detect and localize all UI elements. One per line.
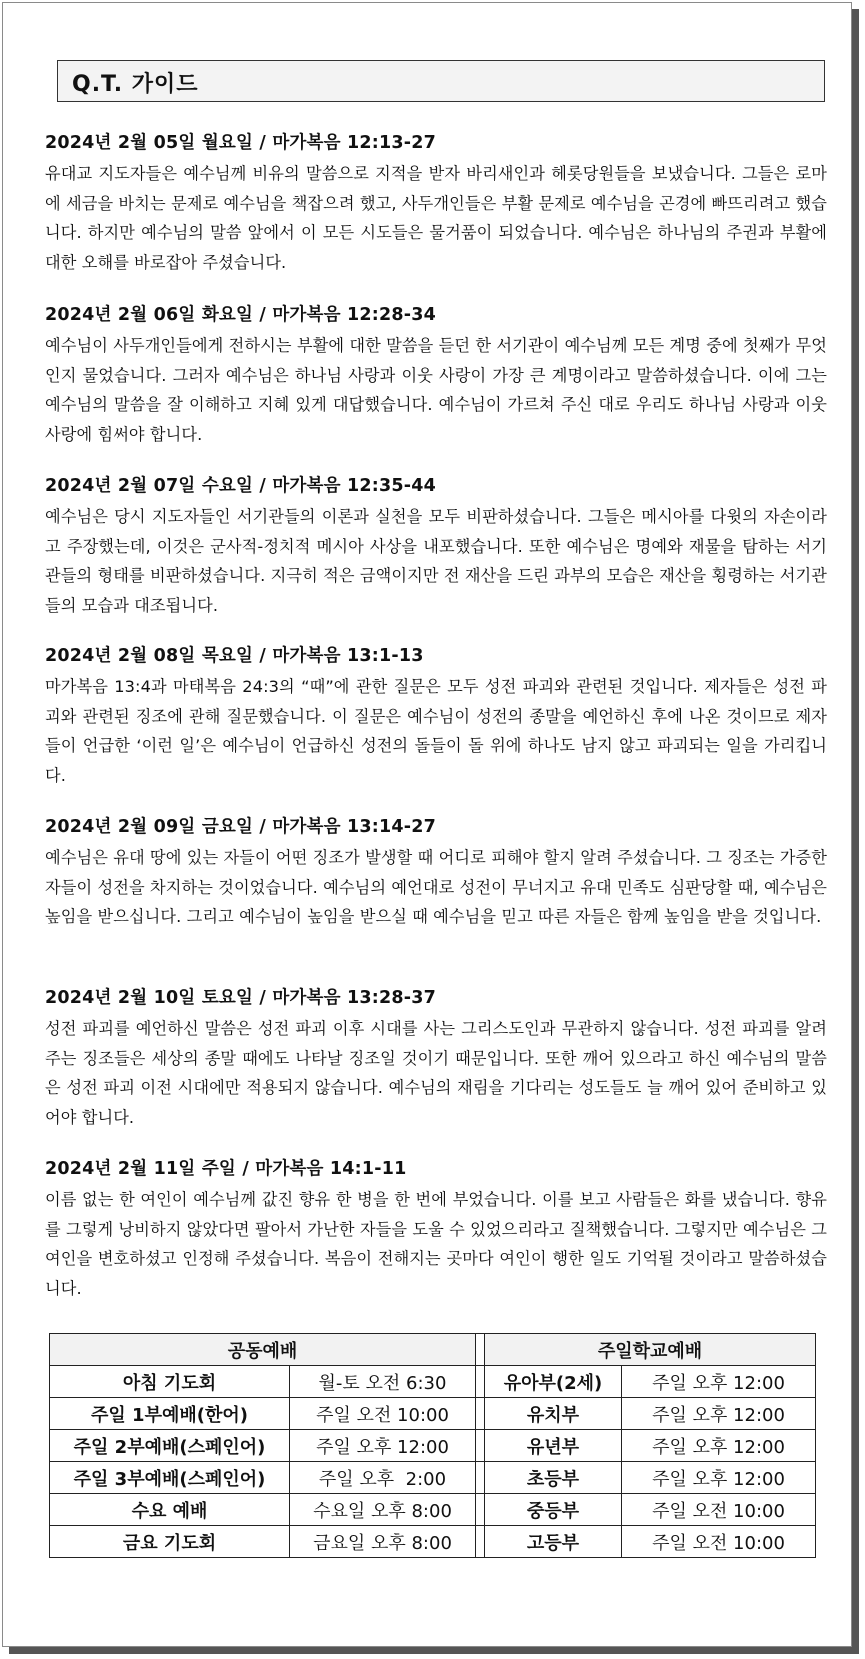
bulletin-page (2, 2, 852, 1647)
service-time: 월-토 오전 6:30 (290, 1366, 476, 1398)
table-gap (476, 1462, 485, 1494)
department-time: 주일 오전 10:00 (622, 1494, 816, 1526)
service-name: 수요 예배 (50, 1494, 290, 1526)
entry-heading: 2024년 2월 10일 토요일 / 마가복음 13:28-37 (45, 988, 436, 1008)
table-gap (476, 1398, 485, 1430)
table-gap (476, 1334, 485, 1366)
service-name: 금요 기도회 (50, 1526, 290, 1558)
schedule-header-row (50, 1334, 816, 1366)
table-gap (476, 1366, 485, 1398)
entry-body: 마가복음 13:4과 마태복음 24:3의 “때”에 관한 질문은 모두 성전 파괴와 관련된 것입니다. 제자들은 성전 파괴와 관련된 징조에 관해 질문했습니다. 이 질문은 예수님이 성전의 종말을 예언하신 후에 나온 것이므로 제자들이 언급한 ‘이런 일’은 예수님이 언급하신 성전의 돌들이 돌 위에 하나도 남지 않고 파괴되는 일을 가리킵니다. (45, 677, 827, 785)
qt-entry (45, 815, 827, 932)
entry-heading: 2024년 2월 05일 월요일 / 마가복음 12:13-27 (45, 133, 436, 153)
section-title-box (57, 60, 825, 102)
entry-heading: 2024년 2월 08일 목요일 / 마가복음 13:1-13 (45, 646, 424, 666)
entry-body: 예수님은 당시 지도자들인 서기관들의 이론과 실천을 모두 비판하셨습니다. 그들은 메시아를 다윗의 자손이라고 주장했는데, 이것은 군사적-정치적 메시아 사상을 내포했습니다. 또한 예수님은 명예와 재물을 탐하는 서기관들의 형태를 비판하셨습니다. 지극히 적은 금액이지만 전 재산을 드린 과부의 모습은 재산을 횡령하는 서기관들의 모습과 대조됩니다. (45, 507, 827, 615)
department-name: 유아부(2세) (485, 1366, 622, 1398)
service-time: 금요일 오후 8:00 (290, 1526, 476, 1558)
qt-entry (45, 303, 827, 449)
entry-body: 성전 파괴를 예언하신 말씀은 성전 파괴 이후 시대를 사는 그리스도인과 무관하지 않습니다. 성전 파괴를 알려 주는 징조들은 세상의 종말 때에도 나타날 징조일 것이기 때문입니다. 또한 깨어 있으라고 하신 예수님의 말씀은 성전 파괴 이전 시대에만 적용되지 않습니다. 예수님의 재림을 기다리는 성도들도 늘 깨어 있어 준비하고 있어야 합니다. (45, 1019, 827, 1127)
qt-entry (45, 986, 827, 1132)
service-name: 주일 1부예배(한어) (50, 1398, 290, 1430)
entry-heading: 2024년 2월 09일 금요일 / 마가복음 13:14-27 (45, 817, 436, 837)
table-row (50, 1398, 816, 1430)
sunday-school-header: 주일학교예배 (485, 1334, 816, 1366)
department-name: 유년부 (485, 1430, 622, 1462)
service-name: 주일 2부예배(스페인어) (50, 1430, 290, 1462)
table-row (50, 1526, 816, 1558)
entry-body: 이름 없는 한 여인이 예수님께 값진 향유 한 병을 한 번에 부었습니다. 이를 보고 사람들은 화를 냈습니다. 향유를 그렇게 낭비하지 않았다면 팔아서 가난한 자들을 도울 수 있었으리라고 질책했습니다. 그렇지만 예수님은 그 여인을 변호하셨고 인정해 주셨습니다. 복음이 전해지는 곳마다 여인이 행한 일도 기억될 것이라고 말씀하셨습니다. (45, 1190, 827, 1298)
service-name: 아침 기도회 (50, 1366, 290, 1398)
table-gap (476, 1494, 485, 1526)
qt-entry (45, 644, 827, 790)
common-worship-header: 공동예배 (50, 1334, 476, 1366)
section-title: Q.T. 가이드 (72, 72, 199, 97)
table-row (50, 1430, 816, 1462)
department-time: 주일 오후 12:00 (622, 1430, 816, 1462)
department-name: 유치부 (485, 1398, 622, 1430)
table-row (50, 1366, 816, 1398)
entry-heading: 2024년 2월 07일 수요일 / 마가복음 12:35-44 (45, 476, 436, 496)
qt-entry (45, 474, 827, 620)
service-time: 주일 오전 10:00 (290, 1398, 476, 1430)
table-row (50, 1494, 816, 1526)
service-time: 주일 오후 12:00 (290, 1430, 476, 1462)
qt-entry (45, 1157, 827, 1303)
entry-heading: 2024년 2월 11일 주일 / 마가복음 14:1-11 (45, 1159, 407, 1179)
department-name: 초등부 (485, 1462, 622, 1494)
service-time: 수요일 오후 8:00 (290, 1494, 476, 1526)
service-name: 주일 3부예배(스페인어) (50, 1462, 290, 1494)
table-gap (476, 1430, 485, 1462)
qt-entry (45, 131, 827, 277)
department-time: 주일 오후 12:00 (622, 1366, 816, 1398)
entry-body: 예수님이 사두개인들에게 전하시는 부활에 대한 말씀을 듣던 한 서기관이 예수님께 모든 계명 중에 첫째가 무엇인지 물었습니다. 그러자 예수님은 하나님 사랑과 이웃 사랑이 가장 큰 계명이라고 말씀하셨습니다. 이에 그는 예수님의 말씀을 잘 이해하고 지혜 있게 대답했습니다. 예수님이 가르쳐 주신 대로 우리도 하나님 사랑과 이웃 사랑에 힘써야 합니다. (45, 336, 827, 444)
department-time: 주일 오후 12:00 (622, 1462, 816, 1494)
table-gap (476, 1526, 485, 1558)
entry-body: 유대교 지도자들은 예수님께 비유의 말씀으로 지적을 받자 바리새인과 헤롯당원들을 보냈습니다. 그들은 로마에 세금을 바치는 문제로 예수님을 책잡으려 했고, 사두개인들은 부활 문제로 예수님을 곤경에 빠뜨리려고 했습니다. 하지만 예수님의 말씀 앞에서 이 모든 시도들은 물거품이 되었습니다. 예수님은 하나님의 주권과 부활에 대한 오해를 바로잡아 주셨습니다. (45, 164, 827, 272)
department-name: 고등부 (485, 1526, 622, 1558)
table-row (50, 1462, 816, 1494)
service-time: 주일 오후 2:00 (290, 1462, 476, 1494)
department-time: 주일 오후 12:00 (622, 1398, 816, 1430)
worship-schedule-table (49, 1333, 816, 1558)
department-name: 중등부 (485, 1494, 622, 1526)
entry-body: 예수님은 유대 땅에 있는 자들이 어떤 징조가 발생할 때 어디로 피해야 할지 알려 주셨습니다. 그 징조는 가증한 자들이 성전을 차지하는 것이었습니다. 예수님의 예언대로 성전이 무너지고 유대 민족도 심판당할 때, 예수님은 높임을 받으십니다. 그리고 예수님이 높임을 받으실 때 예수님을 믿고 따른 자들은 함께 높임을 받을 것입니다. (45, 848, 827, 926)
department-time: 주일 오전 10:00 (622, 1526, 816, 1558)
entry-heading: 2024년 2월 06일 화요일 / 마가복음 12:28-34 (45, 305, 436, 325)
